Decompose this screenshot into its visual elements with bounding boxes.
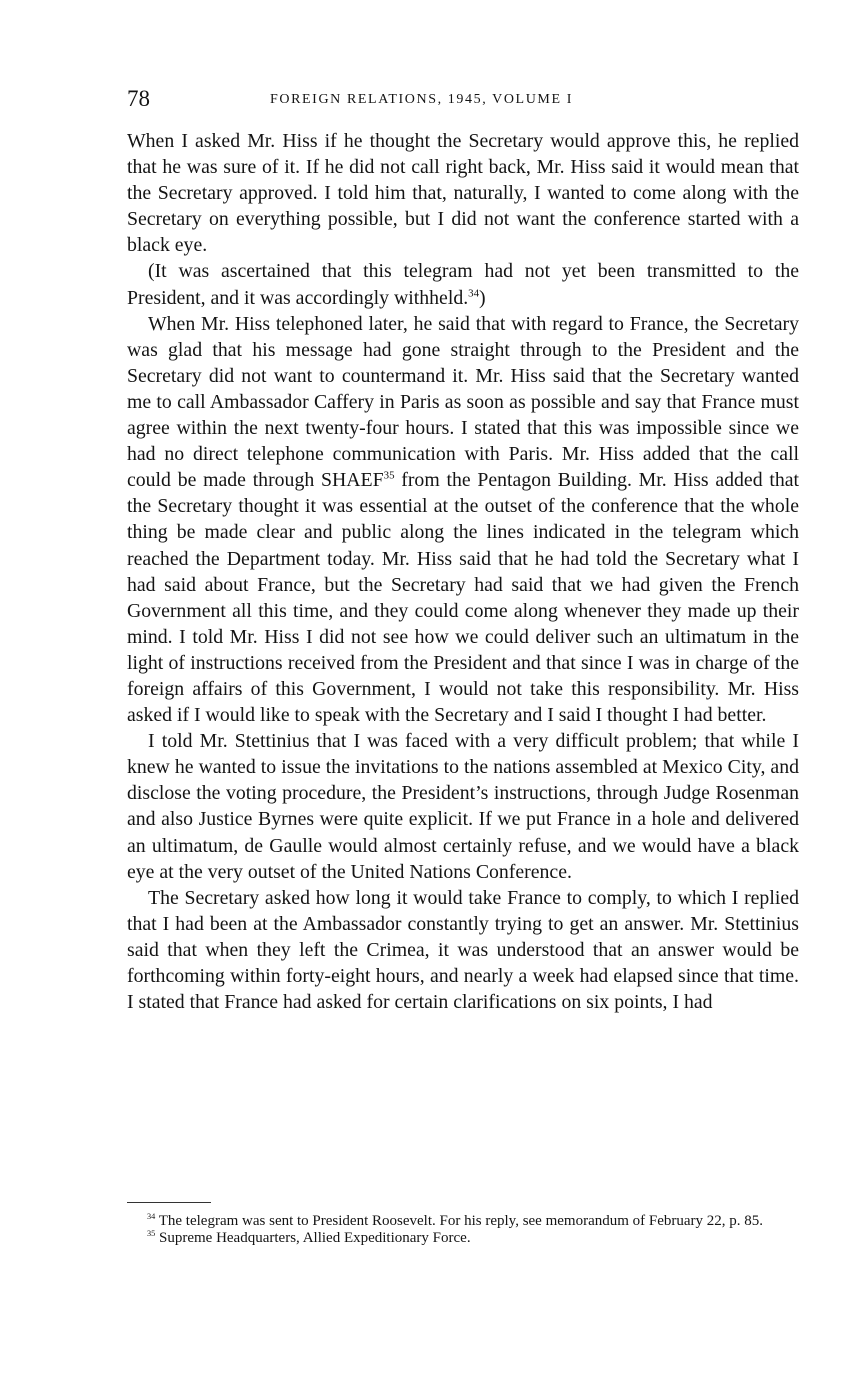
page-header [127, 86, 799, 116]
paragraph-2-close: ) [479, 286, 486, 309]
page-number: 78 [127, 86, 150, 111]
paragraph-5: The Secretary asked how long it would take France to comply, to which I replied that I had been at the Ambassador constantly trying to get an answer. Mr. Stettinius said that when they left the Crimea, it was understood that an answer would be forthcoming within forty-eight hours, and nearly a week had elapsed since that time. I stated that France had asked for certain clarifications on six points, I had [127, 886, 799, 1014]
paragraph-1: When I asked Mr. Hiss if he thought the Secretary would approve this, he replied that he was sure of it. If he did not call right back, Mr. Hiss said it would mean that the Secretary approved. I told him that, naturally, I wanted to come along with the Secretary on everything possible, but I did not want the conference started with a black eye. [127, 130, 799, 257]
footnote-34 [127, 1213, 799, 1230]
footnote-ref-34: 34 [468, 286, 480, 299]
footnote-34-text: The telegram was sent to President Roosevelt. For his reply, see memorandum of February 22, p. 85. [158, 1213, 764, 1229]
paragraph-4: I told Mr. Stettinius that I was faced with a very difficult problem; that while I knew he wanted to issue the invitations to the nations assembled at Mexico City, and disclose the voting procedure, the President’s instructions, through Judge Rosenman and also Justice Byrnes were quite explicit. If we put France in a hole and delivered an ultimatum, de Gaulle would almost certainly refuse, and we would have a black eye at the very outset of the United Nations Conference. [127, 730, 799, 883]
paragraph-3-part-1: When Mr. Hiss telephoned later, he said that with regard to France, the Secretary was glad that his message had gone straight through to the President and the Secretary did not want to countermand it. Mr. Hiss said that the Secretary wanted me to call Ambassador Caffery in Paris as soon as possible and say that France must agree within the next twenty-four hours. I stated that this was impossible since we had no direct telephone communication with Paris. Mr. Hiss added that the call could be made through SHAEF [127, 312, 799, 492]
paragraph-3 [127, 311, 799, 729]
footnote-35-text: Supreme Headquarters, Allied Expeditionary Force. [159, 1229, 471, 1246]
footnote-divider [127, 1202, 211, 1203]
body-text [127, 128, 799, 1015]
running-head: FOREIGN RELATIONS, 1945, VOLUME I [270, 92, 573, 107]
footnotes [127, 1213, 799, 1246]
paragraph-2-text: (It was ascertained that this telegram had not yet been transmitted to the President, and it was accordingly withheld. [127, 260, 799, 309]
paragraph-3-part-2: from the Pentagon Building. Mr. Hiss added that the Secretary thought it was essential at the outset of the conference that the whole thing be made clear and public along the lines indicated in the telegram which reached the Department today. Mr. Hiss said that he had told the Secretary what I had said about France, but the Secretary had said that we had given the French Government all this time, and they could come along whenever they made up their mind. I told Mr. Hiss I did not see how we could deliver such an ultimatum in the light of instructions received from the President and that since I was in charge of the foreign affairs of this Government, I would not take this responsibility. Mr. Hiss asked if I would like to speak with the Secretary and I said I thought I had better. [127, 469, 800, 727]
footnote-ref-35: 35 [383, 469, 395, 482]
paragraph-2 [127, 258, 799, 310]
footnote-34-marker: 34 [147, 1212, 156, 1222]
footnote-35-marker: 35 [147, 1228, 156, 1238]
footnote-35 [127, 1230, 799, 1247]
